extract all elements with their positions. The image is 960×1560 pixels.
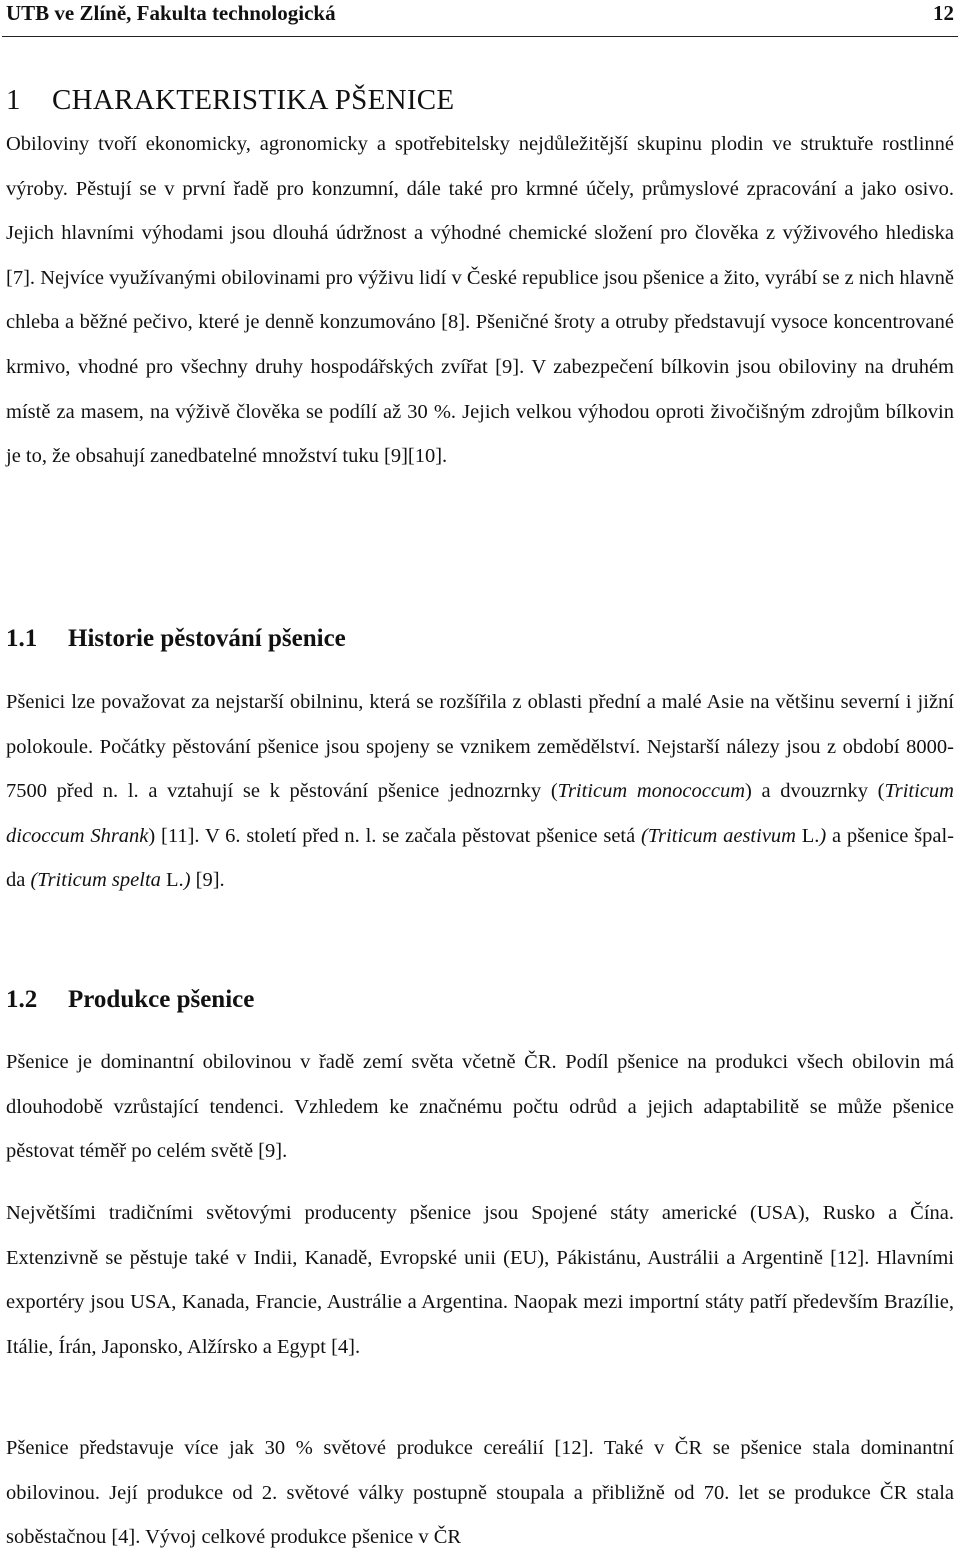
paragraph-history [6, 680, 954, 903]
section-heading-production [6, 983, 254, 1017]
page-number: 12 [933, 1, 954, 25]
paragraph-text: ) [11]. V 6. století před n. l. se začala pěstovat pšenice setá [148, 824, 641, 847]
header-divider [2, 36, 958, 37]
chapter-heading [6, 80, 454, 120]
species-name-bracket: ) [183, 869, 191, 892]
paragraph-text: a pšenice špalda [6, 824, 954, 892]
species-name-bracket: ) [819, 824, 827, 847]
paragraph-text: Pšenici lze považovat za nejstarší obilninu, která se rozšířila z oblasti přední a malé Asie na většinu severní i jižní polokoule. Počátky pěstování pšenice jsou spojeny se vznikem zemědělství. Nejstarší nálezy jsou z období 8000-7500 před n. l. a vztahují se k pěstování pšenice jednozrnky ( [6, 691, 954, 803]
species-name: Triticum dicoccum Shrank [6, 780, 954, 847]
paragraph-production: Pšenice je dominantní obilovinou v řadě zemí světa včetně ČR. Podíl pšenice na produkci všech obilovin má dlouhodobě vzrůstající tendenci. Vzhledem ke značnému počtu odrůd a jejich adaptabilitě se může pšenice pěstovat téměř po celém světě [9]. [6, 1051, 954, 1163]
chapter-number: 1 [6, 84, 21, 116]
section-title: Historie pěstování pšenice [68, 625, 346, 652]
paragraph-intro: Obiloviny tvoří ekonomicky, agronomicky a spotřebitelsky nejdůležitější skupinu plodin ve struktuře rostlinné výroby. Pěstují se v první řadě pro konzumní, dále také pro krmné účely, průmyslové zpracování a jako osivo. Jejich hlavními výhodami jsou dlouhá údržnost a výhodné chemické složení pro člověka z výživového hlediska [7]. Nejvíce využívanými obilovinami pro výživu lidí v České republice jsou pšenice a žito, vyrábí se z nich hlavně chleba a běžné pečivo, které je denně konzumováno [8]. Pšeničné šroty a otruby představují vysoce koncentrované krmivo, vhodné pro všechny druhy hospodářských zvířat [9]. V zabezpečení bílkovin jsou obiloviny na druhém místě za masem, na výživě člověka se podílí až 30 %. Jejich velkou výhodou oproti živočišným zdrojům bílkovin je to, že obsahují zanedbatelné množství tuku [9][10]. [6, 133, 954, 468]
section-number: 1.2 [6, 986, 38, 1013]
section-title: Produkce pšenice [68, 986, 255, 1013]
running-header [6, 0, 954, 26]
species-name: Triticum monococcum [557, 780, 745, 803]
paragraph-share: Pšenice představuje více jak 30 % světové produkce cereálií [12]. Také v ČR se pšenice stala dominantní obilovinou. Její produkce od 2. světové války postupně stoupala a přibližně od 70. let se produkce ČR stala soběstačnou [4]. Vývoj celkové produkce pšenice v ČR [6, 1437, 954, 1549]
header-institution: UTB ve Zlíně, Fakulta technologická [6, 1, 336, 25]
paragraph-text: ) a dvouzrnky ( [745, 780, 885, 803]
paragraph-text: [9]. [190, 869, 225, 892]
paragraph-text: L. [160, 869, 184, 892]
paragraph-text: L. [795, 824, 820, 847]
species-name: (Triticum spelta [30, 869, 161, 892]
chapter-title: CHARAKTERISTIKA PŠENICE [52, 84, 455, 116]
section-heading-history [6, 622, 346, 656]
species-name: (Triticum aestivum [641, 824, 796, 847]
paragraph-producers: Největšími tradičními světovými producenty pšenice jsou Spojené státy americké (USA), Rusko a Čína. Extenzivně se pěstuje také v Indii, Kanadě, Evropské unii (EU), Pákistánu, Austrálii a Argentině [12]. Hlavními exportéry jsou USA, Kanada, Francie, Austrálie a Argentina. Naopak mezi importní státy patří především Brazílie, Itálie, Írán, Japonsko, Alžírsko a Egypt [4]. [6, 1202, 954, 1358]
section-number: 1.1 [6, 625, 38, 652]
